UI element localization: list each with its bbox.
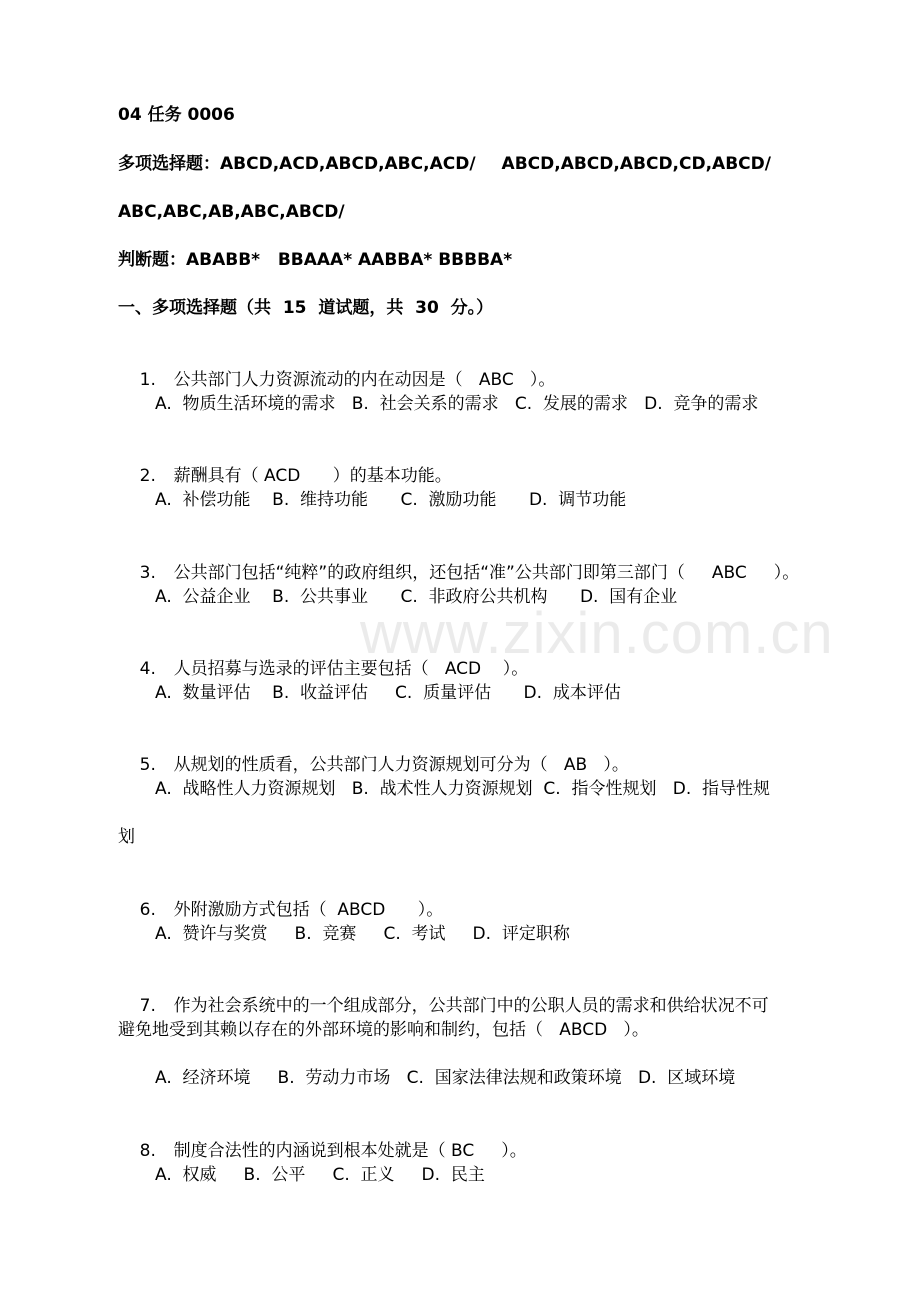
question-3-options: A. 公益企业 B. 公共事业 C. 非政府公共机构 D. 国有企业 bbox=[155, 587, 678, 607]
document-title: 04 任务 0006 bbox=[118, 105, 235, 125]
question-number: 5. bbox=[139, 755, 156, 775]
question-stem: 薪酬具有（ ACD ）的基本功能。 bbox=[173, 466, 452, 486]
multi-choice-answer-key bbox=[118, 152, 818, 176]
question-stem: 制度合法性的内涵说到根本处就是（ BC ）。 bbox=[173, 1141, 527, 1161]
question-stem: 人员招募与选录的评估主要包括（ ACD ）。 bbox=[173, 659, 529, 679]
question-number: 2. bbox=[139, 466, 156, 486]
question-8-options: A. 权威 B. 公平 C. 正义 D. 民主 bbox=[155, 1165, 485, 1185]
question-5-options-cont: 划 bbox=[118, 827, 135, 847]
question-stem: 公共部门人力资源流动的内在动因是（ ABC ）。 bbox=[173, 370, 556, 390]
multi-answers-line2: ABC,ABC,AB,ABC,ABCD/ bbox=[118, 202, 345, 222]
question-5-options: A. 战略性人力资源规划 B. 战术性人力资源规划 C. 指令性规划 D. 指导性规 bbox=[155, 779, 771, 799]
watermark: www.zixin.com.cn bbox=[360, 601, 834, 666]
question-stem: 外附激励方式包括（ ABCD ）。 bbox=[173, 900, 444, 920]
question-number: 7. bbox=[139, 996, 156, 1016]
judge-answer-key: 判断题：ABABB* BBAAA* AABBA* BBBBA* bbox=[118, 250, 513, 270]
question-stem: 从规划的性质看，公共部门人力资源规划可分为（ AB ）。 bbox=[173, 755, 629, 775]
question-stem: 作为社会系统中的一个组成部分，公共部门中的公职人员的需求和供给状况不可 bbox=[173, 996, 769, 1016]
multi-answers-part2: ABCD,ABCD,ABCD,CD,ABCD/ bbox=[501, 154, 771, 174]
section-title: 一、多项选择题（共 15 道试题，共 30 分。） bbox=[118, 298, 494, 318]
multi-answers-label: 多项选择题： bbox=[118, 154, 220, 174]
question-number: 6. bbox=[139, 900, 156, 920]
question-number: 4. bbox=[139, 659, 156, 679]
question-number: 3. bbox=[139, 563, 156, 583]
question-1-options: A. 物质生活环境的需求 B. 社会关系的需求 C. 发展的需求 D. 竞争的需求 bbox=[155, 394, 759, 414]
question-number: 1. bbox=[139, 370, 156, 390]
question-2-options: A. 补偿功能 B. 维持功能 C. 激励功能 D. 调节功能 bbox=[155, 490, 627, 510]
question-6-options: A. 赞许与奖赏 B. 竞赛 C. 考试 D. 评定职称 bbox=[155, 924, 570, 944]
question-4-options: A. 数量评估 B. 收益评估 C. 质量评估 D. 成本评估 bbox=[155, 683, 621, 703]
question-7-options: A. 经济环境 B. 劳动力市场 C. 国家法律法规和政策环境 D. 区域环境 bbox=[155, 1068, 736, 1088]
question-7-stem-cont: 避免地受到其赖以存在的外部环境的影响和制约，包括（ ABCD ）。 bbox=[118, 1020, 649, 1040]
question-number: 8. bbox=[139, 1141, 156, 1161]
multi-answers-part1: ABCD,ACD,ABCD,ABC,ACD/ bbox=[220, 154, 476, 174]
question-stem: 公共部门包括“纯粹”的政府组织，还包括“准”公共部门即第三部门（ ABC ）。 bbox=[173, 563, 800, 583]
